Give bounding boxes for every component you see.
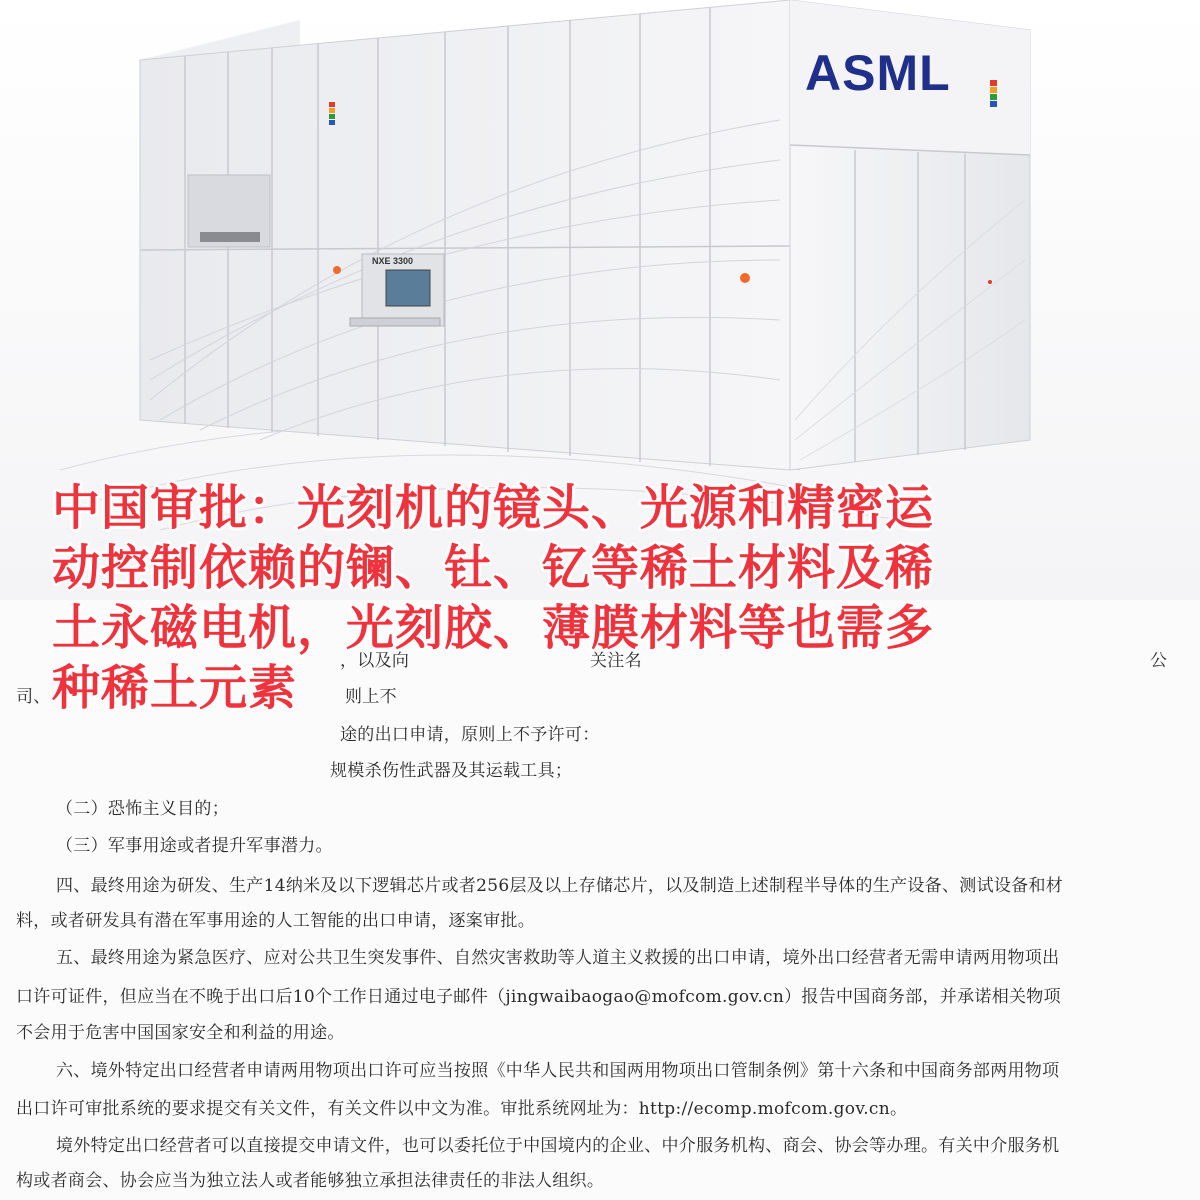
doc-line: 口许可证件，但应当在不晚于出口后10个工作日通过电子邮件（jingwaibaogao@mofcom.gov.cn）报告中国商务部，并承诺相关物项 [16, 987, 1061, 1007]
doc-line: （三）军事用途或者提升军事潜力。 [56, 836, 333, 856]
doc-line: 出口许可审批系统的要求提交有关文件，有关文件以中文为准。审批系统网址为：http://ecomp.mofcom.gov.cn。 [16, 1099, 908, 1119]
doc-line: 六、境外特定出口经营者申请两用物项出口许可应当按照《中华人民共和国两用物项出口管制条例》第十六条和中国商务部两用物项 [56, 1061, 1060, 1081]
model-label: NXE 3300 [372, 256, 414, 266]
doc-fragment: 则上不 [345, 687, 397, 707]
doc-line: （二）恐怖主义目的； [56, 799, 229, 819]
headline-overlay [52, 478, 1162, 718]
doc-line: 构或者商会、协会应当为独立法人或者能够独立承担法律责任的非法人组织。 [16, 1171, 605, 1191]
headline-line: 种稀土元素 [52, 660, 298, 716]
control-screen [386, 270, 430, 306]
headline-line: 动控制依赖的镧、钍、钇等稀土材料及稀 [52, 540, 935, 596]
doc-fragment: 公 [1150, 651, 1168, 671]
asml-logo: ASML [805, 45, 951, 101]
doc-line: 四、最终用途为研发、生产14纳米及以下逻辑芯片或者256层及以上存储芯片，以及制造上述制程半导体的生产设备、测试设备和材 [56, 876, 1064, 896]
headline-line: 土永磁电机，光刻胶、薄膜材料等也需多 [52, 600, 935, 656]
headline-line: 中国审批：光刻机的镜头、光源和精密运 [52, 480, 935, 536]
doc-fragment: 关注名 [590, 651, 642, 671]
doc-fragment: 司、 [16, 687, 51, 707]
doc-line: 不会用于危害中国国家安全和利益的用途。 [16, 1023, 345, 1043]
doc-fragment: 规模杀伤性武器及其运载工具； [330, 761, 573, 781]
doc-line: 料，或者研发具有潜在军事用途的人工智能的出口申请，逐案审批。 [16, 911, 535, 931]
doc-fragment: 途的出口申请，原则上不予许可： [340, 725, 600, 745]
doc-line: 境外特定出口经营者可以直接提交申请文件，也可以委托位于中国境内的企业、中介服务机构、商会、协会等办理。有关中介服务机 [56, 1136, 1060, 1156]
doc-fragment: ，以及向 [340, 651, 410, 671]
doc-line: 五、最终用途为紧急医疗、应对公共卫生突发事件、自然灾害救助等人道主义救援的出口申请，境外出口经营者无需申请两用物项出 [56, 948, 1060, 968]
